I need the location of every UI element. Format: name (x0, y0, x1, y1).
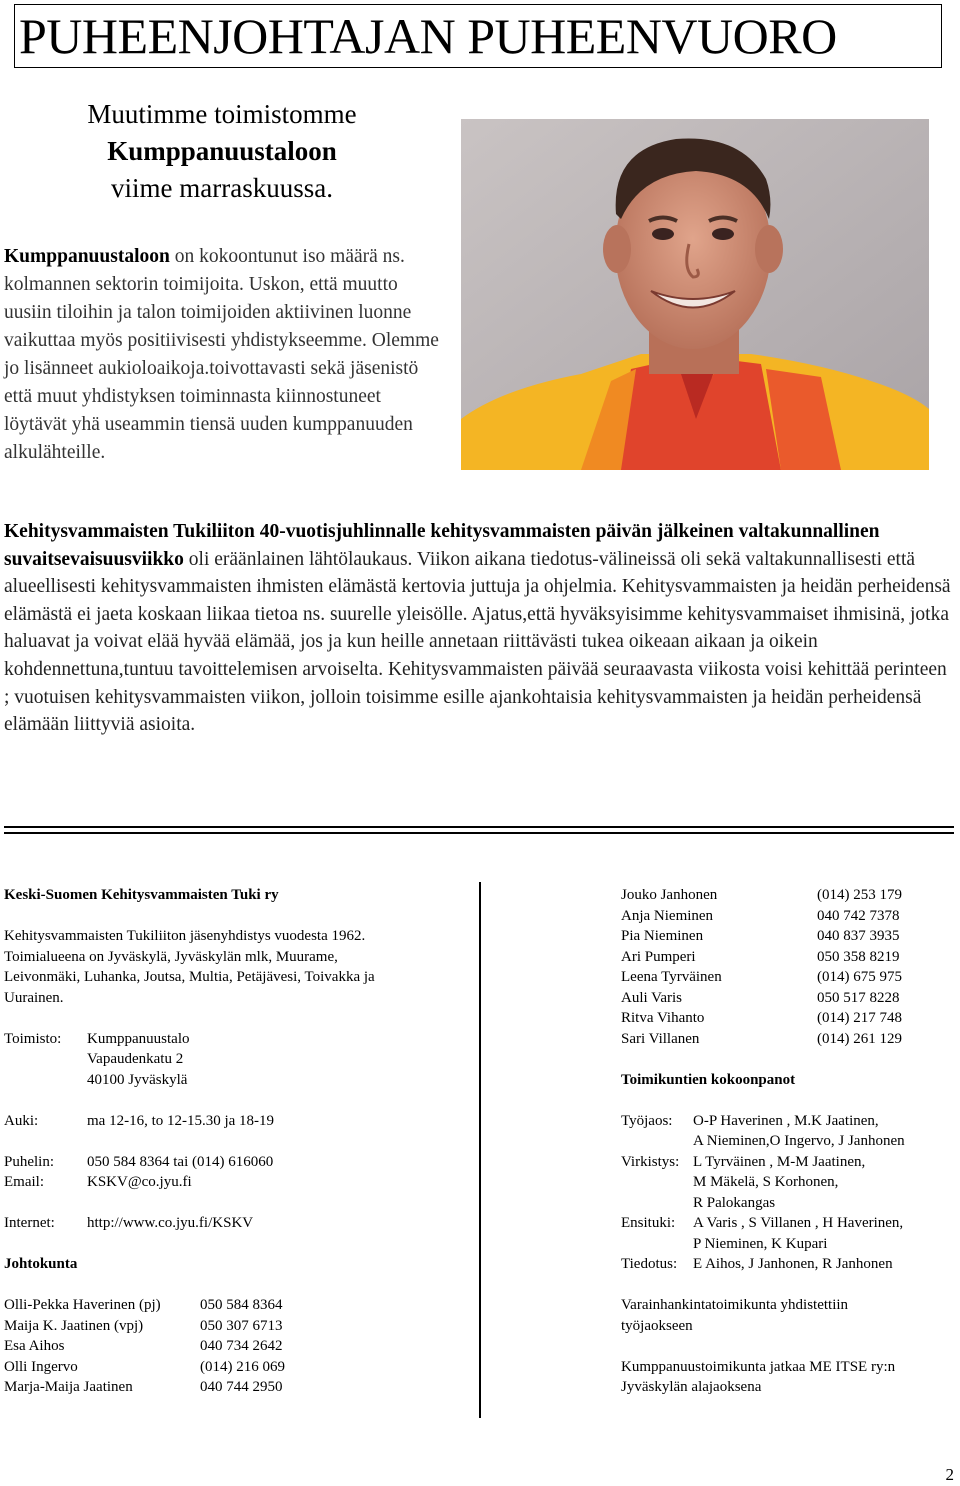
main-article (4, 518, 954, 739)
contact-row: Ari Pumperi 050 358 8219 (621, 948, 900, 965)
contact-row: Anja Nieminen 040 742 7378 (621, 907, 900, 924)
page-title: PUHEENJOHTAJAN PUHEENVUORO (19, 8, 837, 64)
office-line-2: Vapaudenkatu 2 (87, 1051, 184, 1067)
committee-ensituki: Ensituki: A Varis , S Villanen , H Haverinen, (621, 1215, 904, 1231)
office-line-3: 40100 Jyväskylä (87, 1071, 188, 1088)
intro-paragraph (4, 243, 444, 467)
committee-line: A Nieminen,O Ingervo, J Janhonen (693, 1133, 905, 1149)
internet-label: Internet: (4, 1215, 55, 1231)
chairman-photo (461, 119, 929, 470)
subheadline (30, 96, 414, 207)
committee-tyojaos: Työjaos: O-P Haverinen , M.K Jaatinen, (621, 1112, 879, 1129)
board-list (4, 1295, 384, 1398)
board-member: Esa Aihos 040 734 2642 (4, 1338, 283, 1354)
email-label: Email: (4, 1174, 44, 1190)
title-box (14, 4, 942, 68)
internet-row (4, 1213, 384, 1234)
internet-link[interactable]: http://www.co.jyu.fi/KSKV (87, 1215, 254, 1231)
committee-note-1: Varainhankintatoimikunta yhdistettiin työjaokseen (621, 1297, 849, 1334)
committee-note-2: Kumppanuustoimikunta jatkaa ME ITSE ry:n Jyväskylän alajaoksena (621, 1358, 896, 1395)
contact-list (621, 885, 951, 1049)
main-article-text: oli eräänlainen lähtölaukaus. Viikon aikana tiedotus-välineissä oli sekä valtakunnallisesti että alueellisesti kehitysvammaisten ihmisten elämästä kertovia juttuja ja ohjelmia. Kehitysvammaisten ja heidän perheidensä elämästä ei jaeta koskaan liikaa tietoa ns. suurelle yleisölle. Ajatus,että hyväksyisimme kehitysvammaiset ihmisinä, jotka haluavat ja voivat elää hyvää elämää, jos ja kun heille annetaan riittävästi tukea oikeaan aikaan ja oikein kohdennettuna,tuntuu tavoittelemisen arvoiselta. Kehitysvammaisten päivää seuraavasta viikosta voisi kehittää perinteen ; vuotuisen kehitysvammaisten viikon, jolloin toisimme esille ajankohtaisia kehitysvammaisten ja heidän perheidensä elämään liittyviä asioita. (4, 548, 951, 736)
committees-title: Toimikuntien kokoonpanot (621, 1071, 796, 1088)
contacts-and-committees (621, 885, 951, 1398)
phone-value: 050 584 8364 tai (014) 616060 (87, 1153, 274, 1170)
contact-row: Ritva Vihanto (014) 217 748 (621, 1010, 902, 1026)
page-number: 2 (945, 1465, 954, 1484)
contact-row: Auli Varis 050 517 8228 (621, 989, 900, 1006)
intro-text: on kokoontunut iso määrä ns. kolmannen sektorin toimijoita. Uskon, että muutto uusiin tiloihin ja talon toimijoiden aktiivinen luonne vaikuttaa myös positiivisesti yhdistykseemme. Olemme jo lisänneet aukioloaikoja.toivottavasti sekä jäsenistö että muut yhdistyksen toiminnasta kiinnostuneet löytävät yhä useammin tiensä uuden kumppanuuden alkulähteille. (4, 246, 439, 463)
board-member: Maija K. Jaatinen (vpj) 050 307 6713 (4, 1317, 283, 1334)
main-article-bold: Kehitysvammaisten Tukiliiton 40-vuotisjuhlinnalle kehitysvammaisten päivän jälkeinen valtakunnallinen suvaitsevaisuusviikko (4, 521, 880, 570)
email-link[interactable]: KSKV@co.jyu.fi (87, 1174, 192, 1190)
board-title: Johtokunta (4, 1256, 78, 1272)
open-hours-row (4, 1111, 384, 1132)
contact-row: Leena Tyrväinen (014) 675 975 (621, 969, 902, 985)
contact-row: Sari Villanen (014) 261 129 (621, 1030, 902, 1047)
divider-top (4, 826, 954, 828)
committee-tiedotus: Tiedotus: E Aihos, J Janhonen, R Janhonen (621, 1256, 893, 1272)
subhead-line-2: Kumppanuustaloon (107, 136, 337, 166)
office-line-1: Kumppanuustalo (87, 1030, 190, 1047)
committee-line: R Palokangas (693, 1194, 776, 1211)
contact-row: Jouko Janhonen (014) 253 179 (621, 887, 902, 903)
committee-line: M Mäkelä, S Korhonen, (693, 1174, 839, 1190)
phone-row (4, 1152, 384, 1173)
org-name: Keski-Suomen Kehitysvammaisten Tuki ry (4, 887, 279, 903)
email-row (4, 1172, 384, 1193)
board-member: Marja-Maija Jaatinen 040 744 2950 (4, 1379, 283, 1395)
subhead-line-1: Muutimme toimistomme (87, 99, 357, 129)
column-divider (479, 882, 481, 1418)
board-member: Olli Ingervo (014) 216 069 (4, 1358, 285, 1375)
office-label: Toimisto: (4, 1030, 62, 1047)
intro-bold: Kumppanuustaloon (4, 246, 170, 267)
open-value: ma 12-16, to 12-15.30 ja 18-19 (87, 1112, 275, 1129)
committee-virkistys: Virkistys: L Tyrväinen , M-M Jaatinen, (621, 1153, 866, 1170)
contact-row: Pia Nieminen 040 837 3935 (621, 928, 900, 944)
org-description: Kehitysvammaisten Tukiliiton jäsenyhdistys vuodesta 1962. Toimialueena on Jyväskylä, Jyväskylän mlk, Muurame, Leivonmäki, Luhanka, Joutsa, Multia, Petäjävesi, Toivakka ja Uurainen. (4, 928, 375, 1006)
organization-info (4, 885, 384, 1398)
open-label: Auki: (4, 1112, 39, 1129)
subhead-line-3: viime marraskuussa. (111, 173, 333, 203)
phone-label: Puhelin: (4, 1153, 55, 1170)
office-row (4, 1029, 384, 1050)
committee-line: P Nieminen, K Kupari (693, 1235, 828, 1252)
divider-bottom (4, 832, 954, 834)
board-member: Olli-Pekka Haverinen (pj) 050 584 8364 (4, 1297, 283, 1313)
